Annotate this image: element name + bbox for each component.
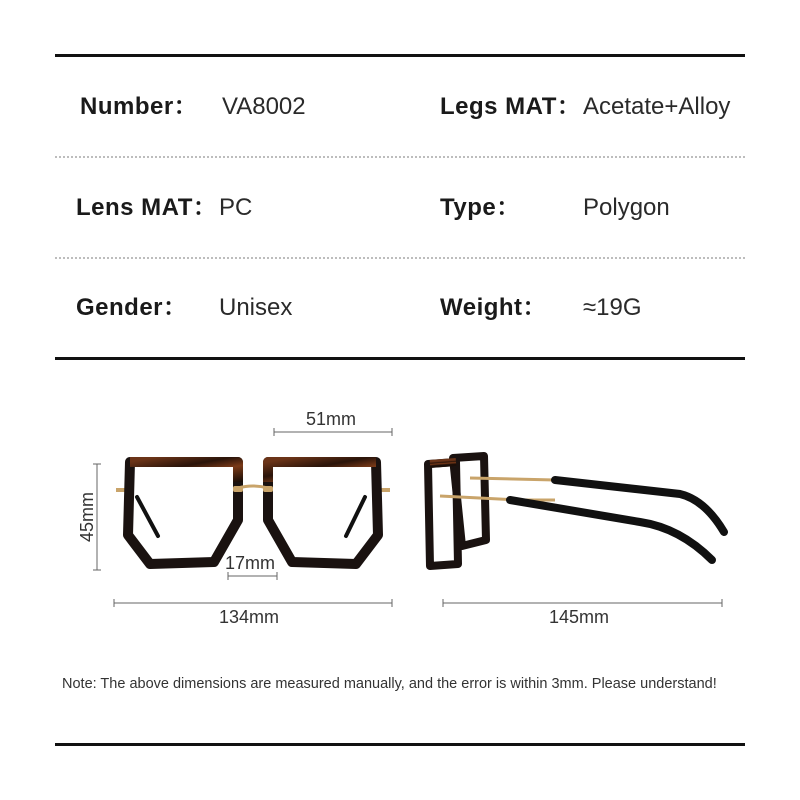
legs-mat-label: Legs MAT： (440, 93, 582, 120)
glasses-side-view (428, 456, 724, 566)
glasses-front-view (116, 462, 390, 564)
lens-mat-label: Lens MAT： (76, 194, 218, 221)
measurement-note: Note: The above dimensions are measured manually, and the error is within 3mm. Please understand! (62, 676, 717, 692)
type-value: Polygon (583, 194, 670, 221)
number-value: VA8002 (222, 93, 306, 120)
gender-value: Unisex (219, 294, 293, 321)
type-label: Type： (440, 194, 521, 221)
lens-height-label: 45mm (77, 491, 98, 543)
frame-width-label: 134mm (219, 607, 280, 627)
weight-label: Weight： (440, 294, 548, 321)
temple-length-label: 145mm (549, 607, 610, 627)
lens-mat-value: PC (219, 194, 253, 221)
gender-label: Gender： (76, 294, 188, 321)
lens-width-label: 51mm (306, 409, 357, 429)
weight-value: ≈19G (583, 294, 642, 321)
number-label: Number： (80, 93, 199, 120)
legs-mat-value: Acetate+Alloy (583, 93, 731, 120)
bridge-label: 17mm (225, 553, 276, 573)
